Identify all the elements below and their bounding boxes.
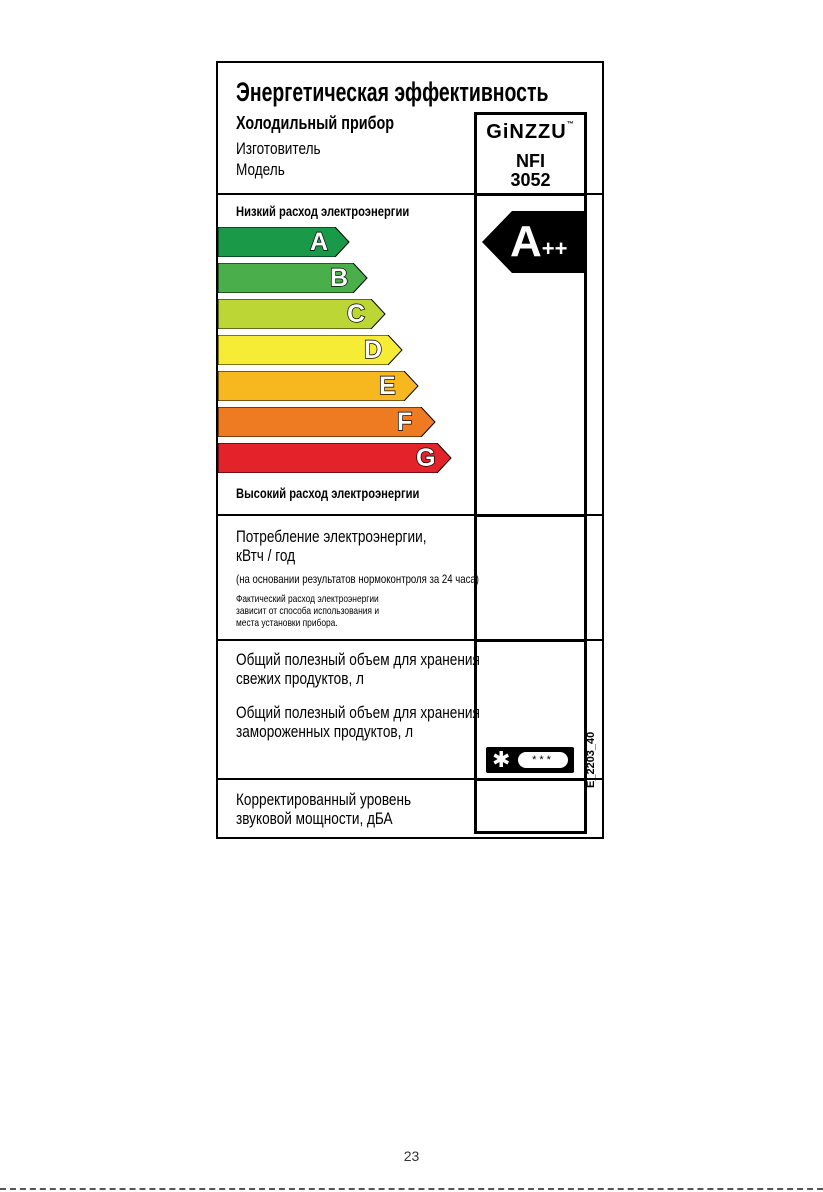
low-consumption-label: Низкий расход электроэнергии (236, 203, 410, 219)
freezer-stars: *** (518, 752, 568, 768)
column-divider (477, 778, 584, 781)
scale-bar-d: D (218, 335, 404, 365)
column-divider (477, 639, 584, 642)
scale-bar-f: F (218, 407, 438, 437)
noise-label: Корректированный уровень (236, 790, 412, 809)
consumption-label: Потребление электроэнергии, (236, 527, 427, 546)
brand-logo: GiNZZU™ (486, 121, 575, 143)
label-title: Энергетическая эффективность (236, 77, 549, 107)
actual-consumption-note: Фактический расход электроэнергии зависит от способа использования и места установки прибора. (236, 593, 380, 629)
noise-unit: звуковой мощности, дБА (236, 809, 393, 828)
page-edge-line (0, 1188, 823, 1192)
consumption-unit: кВтч / год (236, 546, 296, 565)
appliance-type: Холодильный прибор (236, 113, 395, 133)
page-number: 23 (403, 1148, 420, 1164)
fresh-volume-unit: свежих продуктов, л (236, 669, 364, 688)
label-code: E_2203_40 (585, 731, 597, 788)
scale-bar-b: B (218, 263, 370, 293)
model-label: Модель (236, 160, 285, 179)
scale-bar-e: E (218, 371, 420, 401)
energy-label (216, 61, 604, 839)
frozen-volume-label: Общий полезный объем для хранения (236, 703, 480, 722)
manufacturer-label: Изготовитель (236, 139, 321, 158)
energy-class: A++ (510, 217, 568, 266)
column-divider (477, 514, 584, 517)
high-consumption-label: Высокий расход электроэнергии (236, 485, 420, 501)
model-name: NFI (516, 151, 545, 171)
consumption-note: (на основании результатов нормоконтроля за 24 часа) (236, 572, 479, 586)
freezer-rating (486, 747, 574, 773)
scale-bar-g: G (218, 443, 454, 473)
scale-bar-a: A (218, 227, 350, 257)
snowflake-icon: ✱ (492, 747, 511, 772)
model-number: 3052 (510, 170, 551, 190)
frozen-volume-unit: замороженных продуктов, л (236, 722, 414, 741)
fresh-volume-label: Общий полезный объем для хранения (236, 650, 480, 669)
column-divider (477, 193, 584, 196)
energy-class-arrow (482, 211, 586, 273)
scale-bar-c: C (218, 299, 388, 329)
